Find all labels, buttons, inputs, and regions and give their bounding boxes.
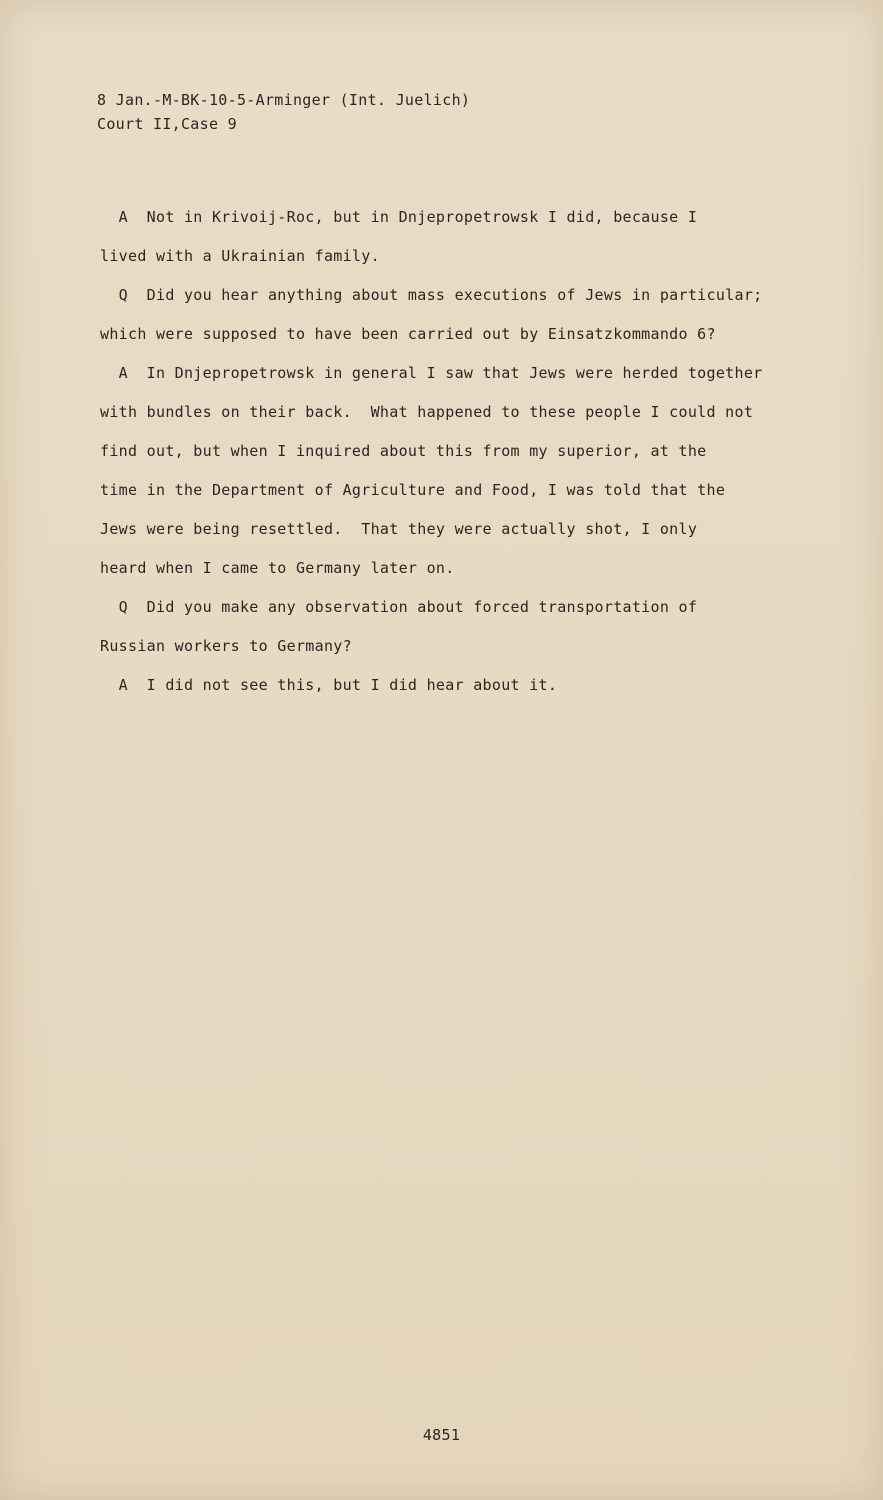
transcript-line: Jews were being resettled. That they were actually shot, I only bbox=[100, 520, 698, 538]
transcript-line: A I did not see this, but I did hear about it. bbox=[100, 676, 558, 694]
transcript-line: with bundles on their back. What happened to these people I could not bbox=[100, 403, 754, 421]
transcript-line: time in the Department of Agriculture and Food, I was told that the bbox=[100, 481, 726, 499]
transcript-line: Q Did you hear anything about mass executions of Jews in particular; bbox=[100, 286, 763, 304]
transcript-line: find out, but when I inquired about this from my superior, at the bbox=[100, 442, 707, 460]
transcript-line: Q Did you make any observation about forced transportation of bbox=[100, 598, 698, 616]
transcript-line: lived with a Ukrainian family. bbox=[100, 247, 380, 265]
document-header bbox=[97, 88, 470, 136]
transcript-body bbox=[100, 198, 800, 705]
header-line-1: 8 Jan.-M-BK-10-5-Arminger (Int. Juelich) bbox=[97, 91, 471, 109]
page-number: 4851 bbox=[422, 1426, 461, 1444]
transcript-line: A Not in Krivoij-Roc, but in Dnjepropetrowsk I did, because I bbox=[100, 208, 698, 226]
transcript-line: which were supposed to have been carried out by Einsatzkommando 6? bbox=[100, 325, 716, 343]
transcript-line: heard when I came to Germany later on. bbox=[100, 559, 455, 577]
transcript-line: A In Dnjepropetrowsk in general I saw that Jews were herded together bbox=[100, 364, 763, 382]
transcript-line: Russian workers to Germany? bbox=[100, 637, 352, 655]
header-line-2: Court II,Case 9 bbox=[97, 115, 237, 133]
